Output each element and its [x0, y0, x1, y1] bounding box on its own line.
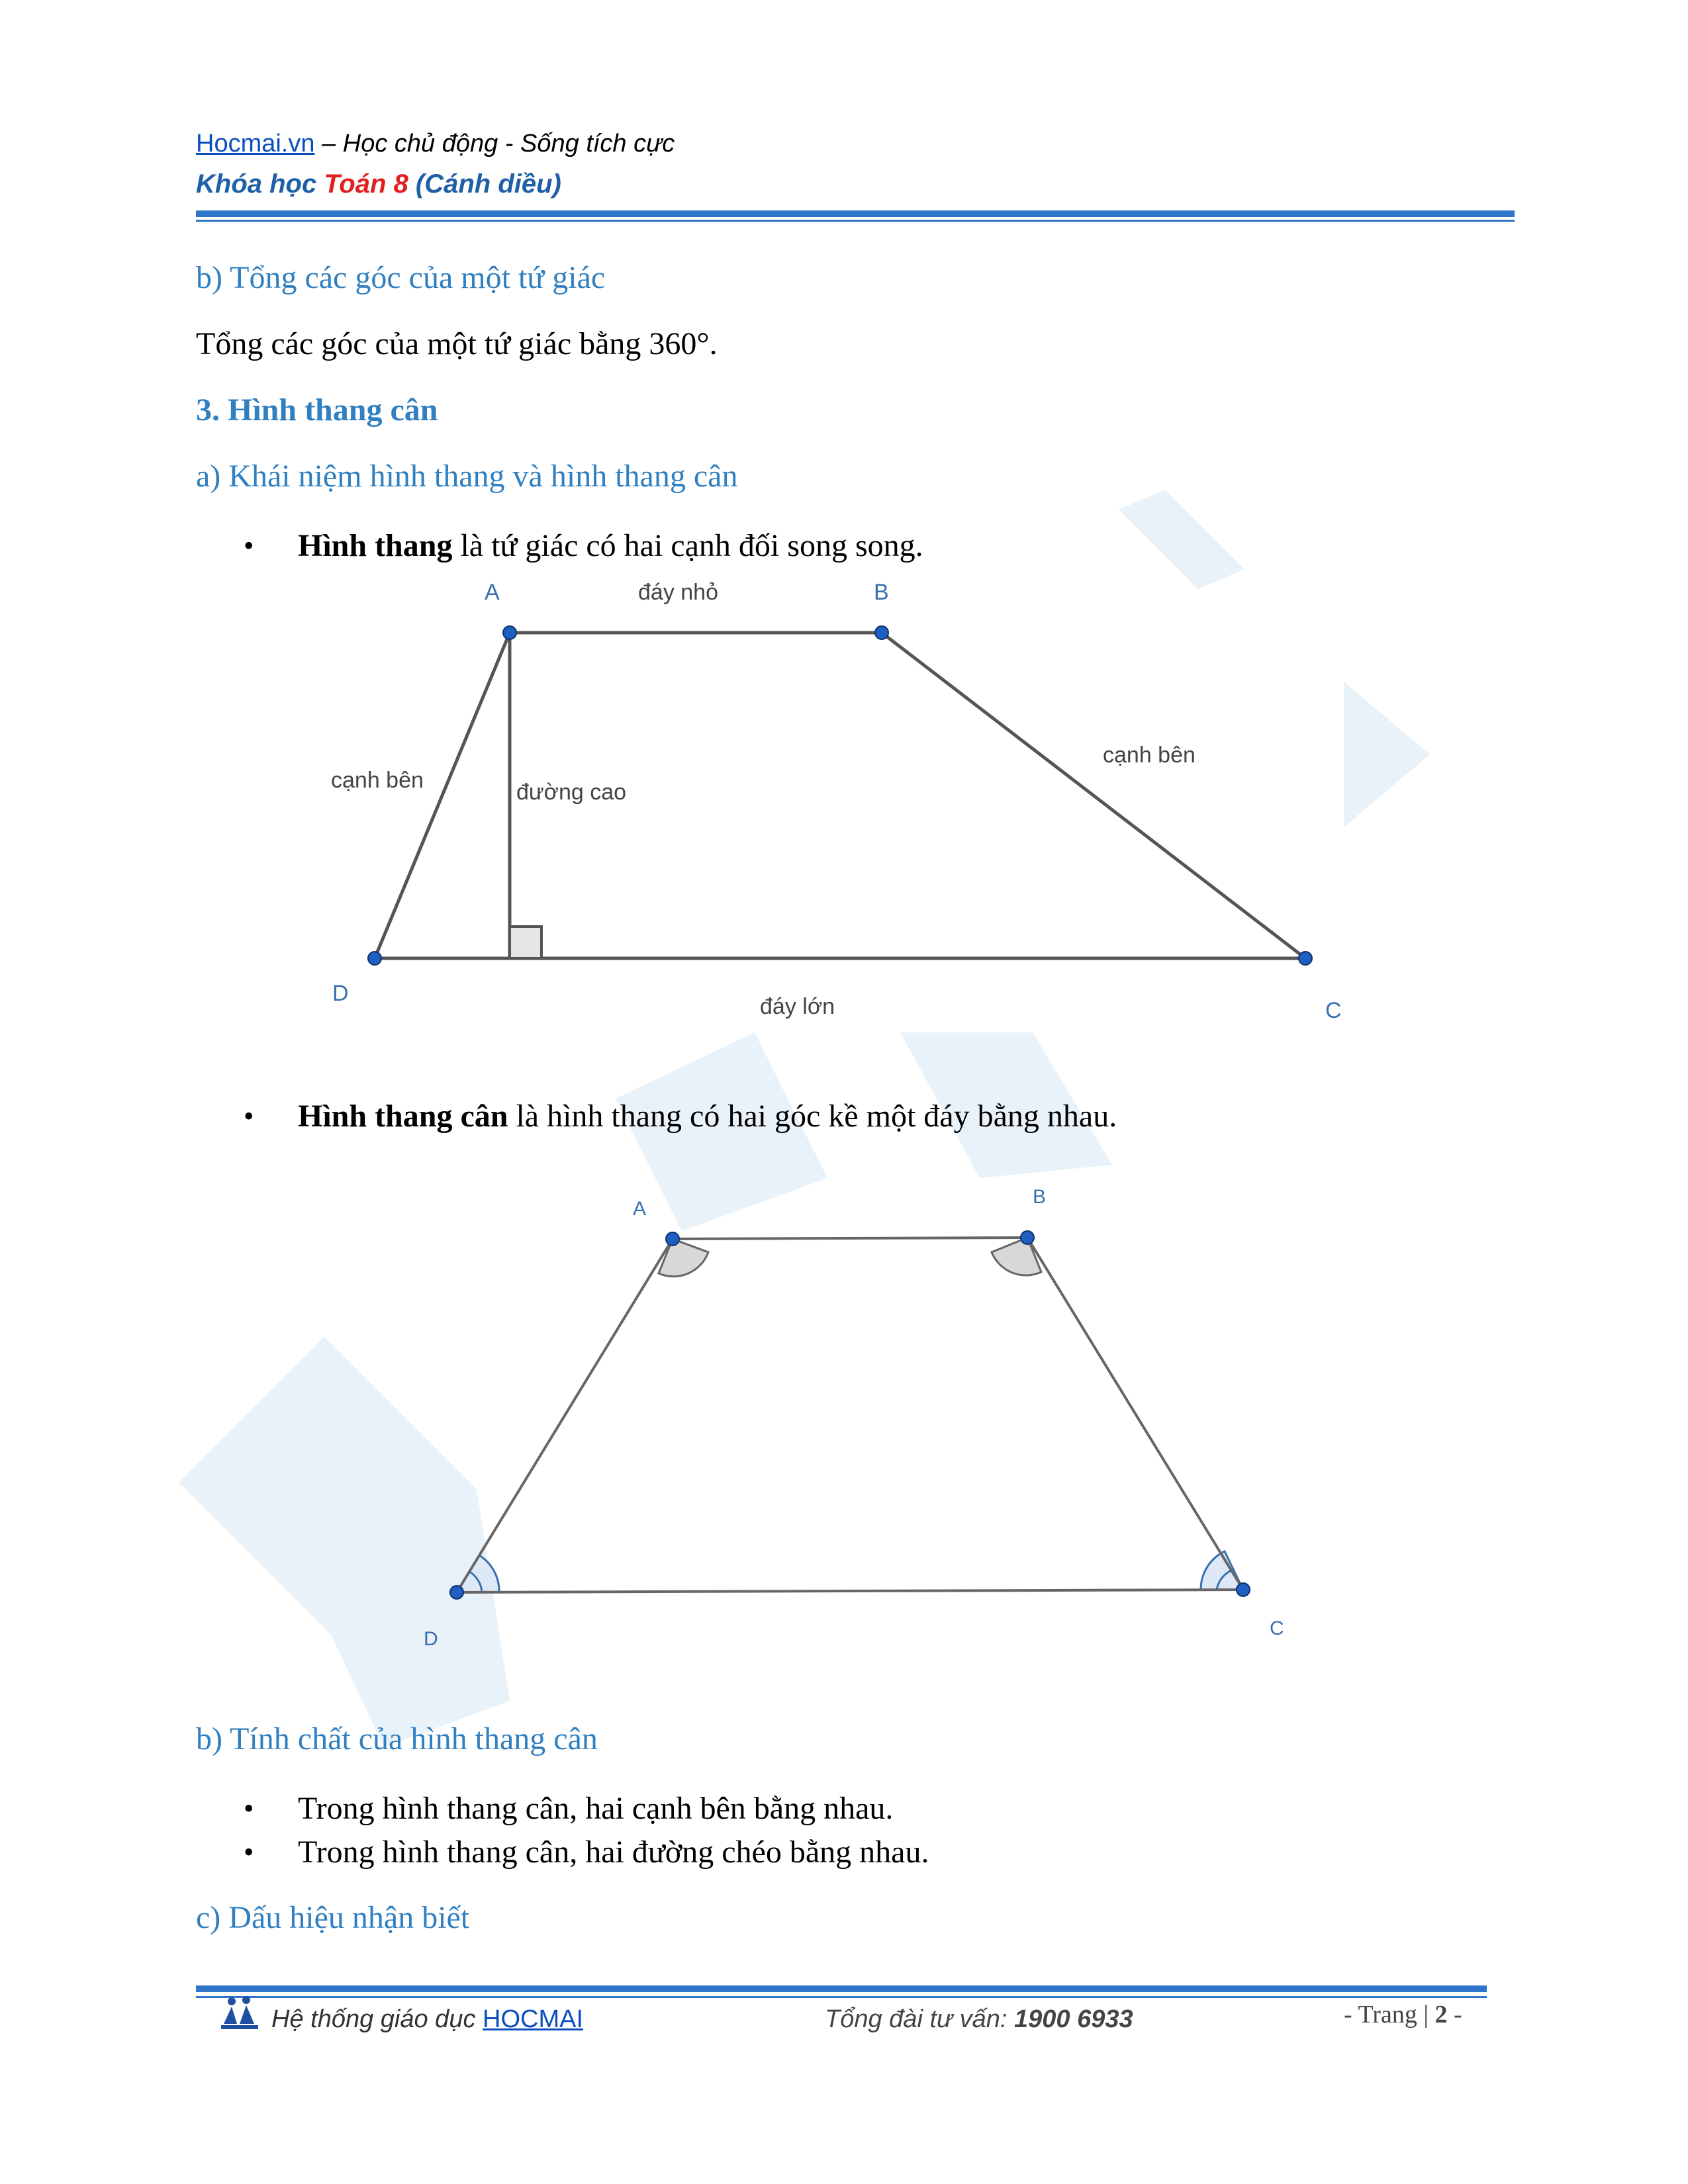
definition-trapezoid: là tứ giác có hai cạnh đối song song. — [452, 528, 923, 563]
header-rule-thin — [196, 220, 1515, 222]
angle-mark-d — [457, 1555, 499, 1592]
heading-signs: c) Dấu hiệu nhận biết — [196, 1900, 470, 1935]
heading-properties: b) Tính chất của hình thang cân — [196, 1721, 598, 1756]
heading-concept: a) Khái niệm hình thang và hình thang cân — [196, 459, 738, 494]
label-b: B — [874, 580, 889, 605]
point-d — [368, 952, 381, 965]
header-rule — [196, 210, 1515, 217]
label-height: đường cao — [516, 780, 627, 805]
site-link[interactable]: Hocmai.vn — [196, 130, 315, 158]
footer-hotline-label: Tổng đài tư vấn: — [825, 2005, 1015, 2033]
footer-rule — [196, 1985, 1487, 1992]
header-line1 — [196, 130, 675, 158]
footer-hocmai-link[interactable]: HOCMAI — [483, 2005, 584, 2033]
right-angle-mark — [510, 927, 541, 958]
label-a: A — [485, 580, 500, 605]
label-left-leg: cạnh bên — [331, 768, 424, 793]
label-right-leg: cạnh bên — [1103, 743, 1196, 768]
label-c: C — [1270, 1617, 1284, 1639]
label-a: A — [633, 1198, 647, 1220]
footer-hotline — [825, 2005, 1133, 2034]
label-b: B — [1033, 1186, 1047, 1208]
course-title — [196, 169, 561, 199]
heading-sum-angles: b) Tổng các góc của một tứ giác — [196, 260, 606, 295]
edge-da — [375, 633, 510, 958]
trapezoid-figure — [318, 569, 1377, 1046]
bullet-list-2 — [196, 1095, 1454, 1138]
label-d: D — [424, 1628, 438, 1650]
point-c — [1237, 1583, 1250, 1596]
footer-org — [271, 2005, 583, 2034]
label-top-base: đáy nhỏ — [638, 580, 718, 605]
point-a — [666, 1232, 679, 1246]
point-a — [503, 626, 516, 639]
term-trapezoid: Hình thang — [298, 528, 453, 563]
angle-mark-a — [659, 1239, 708, 1277]
label-bottom-base: đáy lớn — [760, 994, 835, 1019]
edge-bc — [1027, 1238, 1243, 1590]
sum-angles-text: Tổng các góc của một tứ giác bằng 360°. — [196, 326, 718, 361]
course-suffix: (Cánh diều) — [408, 169, 561, 199]
properties-list — [196, 1787, 1454, 1874]
label-c: C — [1325, 998, 1342, 1023]
heading-section-3: 3. Hình thang cân — [196, 392, 438, 428]
edge-bc — [882, 633, 1305, 958]
footer-org-text: Hệ thống giáo dục — [271, 2005, 483, 2033]
list-item — [196, 524, 1454, 568]
bullet-list-1 — [196, 524, 1454, 568]
point-c — [1299, 952, 1312, 965]
page-suffix: - — [1447, 2001, 1462, 2028]
course-subject: Toán 8 — [324, 169, 408, 199]
isosceles-trapezoid-figure — [397, 1171, 1324, 1661]
page-number-value: 2 — [1434, 2001, 1448, 2028]
definition-isosceles-trapezoid: là hình thang có hai góc kề một đáy bằng nhau. — [508, 1099, 1117, 1134]
course-prefix: Khóa học — [196, 169, 324, 199]
footer-rule-thin — [196, 1996, 1487, 1998]
list-item — [196, 1095, 1454, 1138]
edge-da — [457, 1239, 673, 1592]
point-b — [875, 626, 888, 639]
list-item: • Trong hình thang cân, hai cạnh bên bằng nhau. — [196, 1787, 1454, 1831]
point-d — [450, 1586, 463, 1599]
label-d: D — [332, 981, 349, 1006]
footer-hotline-number: 1900 6933 — [1014, 2005, 1133, 2033]
page-number — [1344, 2000, 1462, 2029]
point-b — [1021, 1231, 1034, 1244]
list-item: • Trong hình thang cân, hai đường chéo bằng nhau. — [196, 1831, 1454, 1874]
edge-ab — [673, 1238, 1027, 1239]
page-prefix: - Trang | — [1344, 2001, 1435, 2028]
term-isosceles-trapezoid: Hình thang cân — [298, 1099, 508, 1134]
edge-cd — [457, 1590, 1243, 1592]
hocmai-logo-icon — [218, 1995, 261, 2032]
angle-mark-b — [992, 1238, 1041, 1275]
slogan: – Học chủ động - Sống tích cực — [314, 130, 675, 158]
